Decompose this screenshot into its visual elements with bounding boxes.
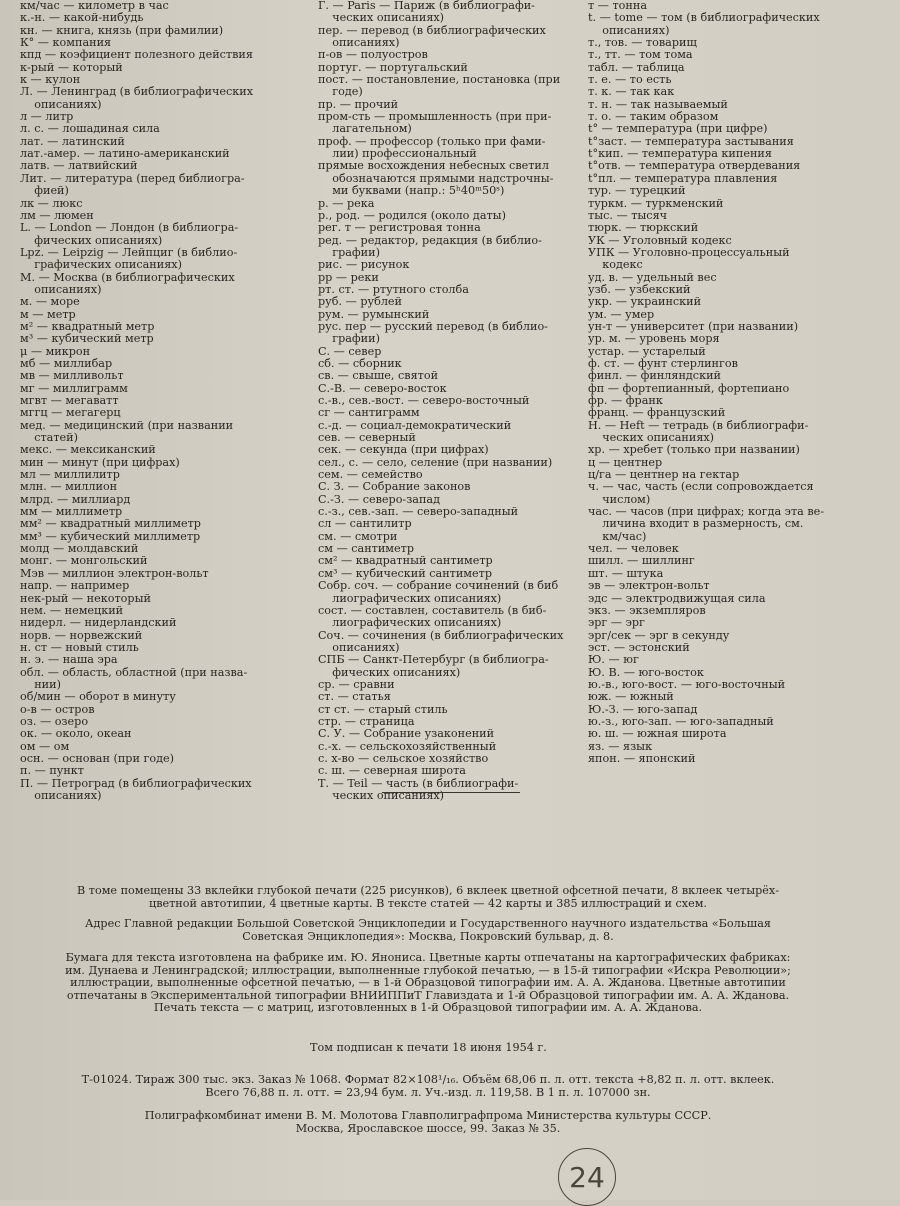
abbreviation-entry: С. З. — Собрание законов [318,480,471,494]
abbreviation-entry: числом) [588,492,651,506]
imprint-line: Печать текста — с матриц, изготовленных в 1-й Образцовой типографии им. А. А. Жданова. [153,1001,703,1015]
abbreviation-entry: фических описаниях) [318,665,461,679]
abbreviation-entry: тыс. — тысяч [588,208,668,222]
abbreviation-entry: ческих описаниях) [588,431,715,445]
abbreviation-entry: ом — ом [20,739,70,753]
abbreviation-entry: М. — Москва (в библиографических [20,270,235,284]
abbreviation-entry: С. — север [318,344,382,358]
abbreviation-entry: пост. — постановление, постановка (при [318,73,561,87]
abbreviation-entry: мгвт — мегаватт [20,394,119,407]
abbreviation-entry: ческих описаниях) [318,789,445,802]
imprint-line: отпечатаны в Экспериментальной типографии ВНИИППиТ Главиздата и 1-й Образцовой типографии им. А. А. Жданова. [66,988,790,1002]
abbreviation-entry: с.-з., сев.-зап. — северо-западный [318,505,519,519]
abbreviation-entry: к-рый — который [20,60,123,74]
abbreviation-entry: лм — люмен [20,208,94,222]
abbreviation-entry: С. У. — Собрание узаконений [318,727,495,741]
abbreviations-column-3 [588,0,888,765]
imprint-line: цветной автотипии, 4 цветные карты. В тексте статей — 42 карты и 385 иллюстраций и схем. [149,896,707,910]
abbreviation-entry: сл — сантилитр [318,517,412,531]
abbreviation-entry: Ю. — юг [588,653,639,667]
abbreviation-entry: р., род. — родился (около даты) [318,208,506,222]
abbreviation-entry: п. — пункт [20,764,84,778]
abbreviation-entry: см³ — кубический сантиметр [318,566,492,580]
abbreviation-entry: обл. — область, областной (при назва- [20,665,248,679]
abbreviation-entry: кн. — книга, князь (при фамилии) [20,23,224,37]
abbreviation-entry: км/час — километр в час [20,0,169,12]
abbreviation-entry: ок. — около, океан [20,727,132,741]
abbreviation-entry: L. — London — Лондон (в библиогра- [20,221,239,235]
abbreviation-entry: мед. — медицинский (при названии [20,418,234,432]
abbreviation-entry: фией) [20,184,69,198]
imprint-editorial-address [18,918,838,943]
abbreviation-entry: напр. — например [20,579,130,593]
imprint-line: Советская Энциклопедия»: Москва, Покровский бульвар, д. 8. [242,929,614,943]
abbreviation-entry: юж. — южный [588,690,674,704]
abbreviation-entry: т. к. — так как [588,85,675,99]
abbreviation-entry: ц/га — центнер на гектар [588,468,740,482]
abbreviation-entry: л. с. — лошадиная сила [20,122,160,136]
abbreviation-entry: тюрк. — тюркский [588,221,699,235]
abbreviation-entry: млн. — миллион [20,480,118,494]
abbreviation-entry: устар. — устарелый [588,344,706,358]
abbreviation-entry: сел., с. — село, селение (при названии) [318,455,553,469]
abbreviation-entry: мв — милливольт [20,369,124,383]
imprint-line: иллюстрации, выполненные офсетной печатью, — в 1-й Образцовой типографии им. А. А. Жданова. Цветные автотипии [70,976,786,990]
abbreviation-entry: рус. пер — русский перевод (в библио- [318,319,548,333]
abbreviation-entry: описаниях) [20,789,102,802]
abbreviation-entry: ми буквами (напр.: 5ʰ40ᵐ50ˢ) [318,184,505,198]
section-divider [382,792,520,793]
abbreviation-entry: т. е. — то есть [588,73,672,87]
abbreviation-entry: СПБ — Санкт-Петербург (в библиогра- [318,653,549,667]
abbreviation-entry: лат. — латинский [20,134,125,148]
abbreviation-entry: к — кулон [20,73,81,87]
abbreviation-entry: чел. — человек [588,542,679,556]
abbreviation-entry: ю. ш. — южная широта [588,727,727,741]
abbreviation-entry: ф. ст. — фунт стерлингов [588,356,738,370]
abbreviation-entry: фических описаниях) [20,233,163,247]
abbreviation-entry: кодекс [588,258,643,272]
abbreviation-entry: проф. — профессор (только при фами- [318,134,546,148]
abbreviation-entry: л — литр [20,110,74,124]
abbreviation-entry: см. — смотри [318,529,398,543]
abbreviation-entry: рт. ст. — ртутного столба [318,282,469,296]
abbreviation-entry: С.-В. — северо-восток [318,381,447,395]
abbreviation-entry: t. — tome — том (в библиографических [588,11,820,25]
imprint-line: Адрес Главной редакции Большой Советской Энциклопедии и Государственного научного издательства «Большая [85,917,771,930]
abbreviation-entry: Т. — Teil — часть (в библиографи- [318,776,519,790]
abbreviation-entry: к.-н. — какой-нибудь [20,11,144,25]
abbreviation-entry: Г. — Paris — Париж (в библиографи- [318,0,535,12]
abbreviation-entry: личина входит в размерность, см. [588,517,804,531]
abbreviation-entry: Л. — Ленинград (в библиографических [20,85,254,99]
abbreviation-entry: мг — миллиграмм [20,381,128,395]
abbreviation-entry: р. — река [318,196,375,210]
abbreviation-entry: Мэв — миллион электрон-вольт [20,566,209,580]
abbreviation-entry: лии) профессиональный [318,147,477,161]
abbreviation-entry: сек. — секунда (при цифрах) [318,443,489,457]
abbreviation-entry: лат.-амер. — латино-американский [20,147,230,161]
abbreviation-entry: п-ов — полуостров [318,48,428,62]
imprint-printing-details [18,952,838,1015]
imprint-line: Т-01024. Тираж 300 тыс. экз. Заказ № 1068. Формат 82×108¹/₁₆. Объём 68,06 п. л. отт. текста +8,82 п. л. отт. вклеек. [81,1073,775,1086]
abbreviation-entry: м. — море [20,295,80,309]
abbreviation-entry: мин — минут (при цифрах) [20,455,180,469]
abbreviation-entry: эдс — электродвижущая сила [588,591,766,605]
abbreviation-entry: ст. — статья [318,690,391,704]
abbreviation-entry: Ю. В. — юго-восток [588,665,704,679]
abbreviation-entry: см — сантиметр [318,542,414,556]
abbreviation-entry: ур. м. — уровень моря [588,332,720,346]
abbreviation-entry: эрг — эрг [588,616,645,630]
abbreviation-entry: португ. — португальский [318,60,468,74]
abbreviation-entry: шт. — штука [588,566,664,580]
abbreviation-entry: латв. — латвийский [20,159,138,173]
abbreviation-entry: с.-х. — сельскохозяйственный [318,739,497,753]
abbreviation-entry: с.-в., сев.-вост. — северо-восточный [318,394,530,407]
abbreviation-entry: сост. — составлен, составитель (в биб- [318,603,547,617]
abbreviation-entry: ср. — сравни [318,677,395,691]
abbreviation-entry: Собр. соч. — собрание сочинений (в биб [318,579,559,593]
abbreviation-entry: туркм. — туркменский [588,196,724,210]
abbreviation-entry: кпд — коэфициент полезного действия [20,48,253,62]
abbreviation-entry: пер. — перевод (в библиографических [318,23,546,37]
abbreviation-entry: лиографических описаниях) [318,616,502,630]
imprint-print-run [18,1074,838,1099]
abbreviation-entry: т., тов. — товарищ [588,36,697,50]
abbreviation-entry: мм³ — кубический миллиметр [20,529,201,543]
abbreviation-entry: сев. — северный [318,431,416,445]
abbreviation-entry: эв — электрон-вольт [588,579,710,593]
abbreviation-entry: уд. в. — удельный вес [588,270,717,284]
abbreviation-entry: св. — свыше, святой [318,369,439,383]
abbreviation-entry: рис. — рисунок [318,258,410,272]
imprint-line: В томе помещены 33 вклейки глубокой печати (225 рисунков), 6 вклеек цветной офсетной печати, 8 вклеек четырёх- [77,884,779,897]
abbreviation-entry: Н. — Heft — тетрадь (в библиографи- [588,418,809,432]
abbreviation-entry: ч. — час, часть (если сопровождается [588,480,814,494]
abbreviations-column-1 [20,0,310,802]
abbreviation-entry: Лит. — литература (перед библиогра- [20,171,245,185]
abbreviation-entry: табл. — таблица [588,60,685,74]
abbreviation-entry: т., тт. — том тома [588,48,693,62]
abbreviation-entry: нидерл. — нидерландский [20,616,177,630]
abbreviation-entry: оз. — озеро [20,714,89,728]
abbreviation-entry: эст. — эстонский [588,640,690,654]
abbreviation-entry: ю.-в., юго-вост. — юго-восточный [588,677,786,691]
handwritten-page-number: 24 [558,1148,616,1206]
abbreviation-entry: мм² — квадратный миллиметр [20,517,201,531]
abbreviation-entry: УПК — Уголовно-процессуальный [588,245,790,259]
abbreviation-entry: лк — люкс [20,196,83,210]
abbreviation-entry: рр — реки [318,270,379,284]
abbreviation-entry: Ю.-З. — юго-запад [588,702,698,716]
abbreviation-entry: мггц — мегагерц [20,406,121,420]
abbreviation-entry: t°отв. — температура отвердевания [588,159,801,173]
abbreviation-entry: эрг/сек — эрг в секунду [588,628,730,642]
abbreviation-entry: пром-сть — промышленность (при при- [318,110,552,124]
abbreviation-entry: о-в — остров [20,702,95,716]
abbreviation-entry: мл — миллилитр [20,468,120,482]
abbreviation-entry: т — тонна [588,0,647,12]
imprint-illustrations-note [18,885,838,910]
imprint-printing-house [18,1110,838,1135]
abbreviation-entry: описаниях) [20,97,102,111]
abbreviation-entry: ред. — редактор, редакция (в библио- [318,233,542,247]
abbreviation-entry: норв. — норвежский [20,628,143,642]
abbreviation-entry: обозначаются прямыми надстрочны- [318,171,554,185]
abbreviation-entry: япон. — японский [588,751,696,765]
abbreviation-entry: экз. — экземпляров [588,603,706,617]
abbreviation-entry: t°кип. — температура кипения [588,147,772,161]
abbreviation-entry: франц. — французский [588,406,726,420]
abbreviation-entry: сем. — семейство [318,468,423,482]
abbreviation-entry: С.-З. — северо-запад [318,492,440,506]
abbreviation-entry: лиографических описаниях) [318,591,502,605]
abbreviation-entry: годе) [318,85,363,99]
abbreviation-entry: ум. — умер [588,307,655,321]
abbreviation-entry: фр. — франк [588,394,663,407]
imprint-line: Москва, Ярославское шоссе, 99. Заказ № 35. [295,1121,561,1135]
abbreviation-entry: сг — сантиграмм [318,406,420,420]
abbreviation-entry: статей) [20,431,78,445]
abbreviation-entry: К° — компания [20,36,112,50]
abbreviation-entry: описаниях) [318,640,400,654]
abbreviation-entry: т. н. — так называемый [588,97,728,111]
abbreviation-entry: нии) [20,677,61,691]
imprint-line: Всего 76,88 п. л. отт. = 23,94 бум. л. Уч.-изд. л. 119,58. В 1 п. л. 107000 зн. [205,1085,651,1099]
abbreviation-entry: пр. — прочий [318,97,399,111]
abbreviation-entry: рум. — румынский [318,307,430,321]
abbreviation-entry: молд — молдавский [20,542,139,556]
abbreviation-entry: монг. — монгольский [20,554,148,568]
imprint-signed-to-print [310,1042,830,1055]
abbreviation-entry: графии) [318,332,380,346]
abbreviation-entry: t°пл. — температура плавления [588,171,778,185]
abbreviation-entry: сб. — сборник [318,356,402,370]
abbreviation-entry: финл. — финляндский [588,369,721,383]
abbreviation-entry: м — метр [20,307,76,321]
abbreviation-entry: млрд. — миллиард [20,492,131,506]
abbreviation-entry: ческих описаниях) [318,11,445,25]
abbreviation-entry: м² — квадратный метр [20,319,155,333]
abbreviation-entry: прямые восхождения небесных светил [318,159,549,173]
abbreviation-entry: ц — центнер [588,455,663,469]
abbreviation-entry: лагательном) [318,122,412,136]
abbreviation-entry: t°заст. — температура застывания [588,134,794,148]
abbreviation-entry: УК — Уголовный кодекс [588,233,732,247]
abbreviation-entry: стр. — страница [318,714,415,728]
abbreviation-entry: км/час) [588,529,647,543]
abbreviation-entry: μ — микрон [20,344,91,358]
abbreviation-entry: шилл. — шиллинг [588,554,695,568]
abbreviation-entry: мм — миллиметр [20,505,123,519]
abbreviation-entry: с. х-во — сельское хозяйство [318,751,489,765]
abbreviation-entry: ун-т — университет (при названии) [588,319,799,333]
abbreviation-entry: тур. — турецкий [588,184,686,198]
abbreviation-entry: описаниях) [20,282,102,296]
abbreviation-entry: графии) [318,245,380,259]
imprint-line: Бумага для текста изготовлена на фабрике им. Ю. Янониса. Цветные карты отпечатаны на картографических фабриках: [65,951,791,964]
abbreviation-entry: яз. — язык [588,739,653,753]
imprint-line: им. Дунаева и Ленинградской; иллюстрации, выполненные глубокой печатью, — в 15-й типографии «Искра Революции»; [65,963,791,977]
abbreviation-entry: т. о. — таким образом [588,110,719,124]
abbreviation-entry: описаниях) [318,36,400,50]
abbreviation-entry: об/мин — оборот в минуту [20,690,176,704]
abbreviation-entry: руб. — рублей [318,295,402,309]
abbreviation-entry: описаниях) [588,23,670,37]
abbreviation-entry: хр. — хребет (только при названии) [588,443,800,457]
abbreviation-entry: см² — квадратный сантиметр [318,554,493,568]
abbreviation-entry: с.-д. — социал-демократический [318,418,512,432]
imprint-line: Том подписан к печати 18 июня 1954 г. [310,1041,547,1054]
abbreviation-entry: мб — миллибар [20,356,113,370]
abbreviation-entry: узб. — узбекский [588,282,691,296]
abbreviation-entry: м³ — кубический метр [20,332,154,346]
abbreviation-entry: Lpz. — Leipzig — Лейпциг (в библио- [20,245,238,259]
abbreviation-entry: нек-рый — некоторый [20,591,151,605]
abbreviation-entry: Соч. — сочинения (в библиографических [318,628,564,642]
imprint-line: Полиграфкомбинат имени В. М. Молотова Главполиграфпрома Министерства культуры СССР. [144,1109,712,1122]
abbreviation-entry: осн. — основан (при годе) [20,751,174,765]
abbreviation-entry: н. ст — новый стиль [20,640,139,654]
abbreviation-entry: с. ш. — северная широта [318,764,466,778]
abbreviation-entry: н. э. — наша эра [20,653,118,667]
abbreviation-entry: ст ст. — старый стиль [318,702,448,716]
abbreviation-entry: t° — температура (при цифре) [588,122,768,136]
abbreviation-entry: укр. — украинский [588,295,702,309]
abbreviation-entry: ю.-з., юго-зап. — юго-западный [588,714,774,728]
abbreviation-entry: рег. т — регистровая тонна [318,221,481,235]
abbreviation-entry: час. — часов (при цифрах; когда эта ве- [588,505,825,519]
abbreviation-entry: П. — Петроград (в библиографических [20,776,252,790]
abbreviations-column-2 [318,0,580,802]
abbreviation-entry: мекс. — мексиканский [20,443,156,457]
abbreviation-entry: нем. — немецкий [20,603,124,617]
abbreviation-entry: графических описаниях) [20,258,182,272]
abbreviation-entry: фп — фортепианный, фортепиано [588,381,790,395]
